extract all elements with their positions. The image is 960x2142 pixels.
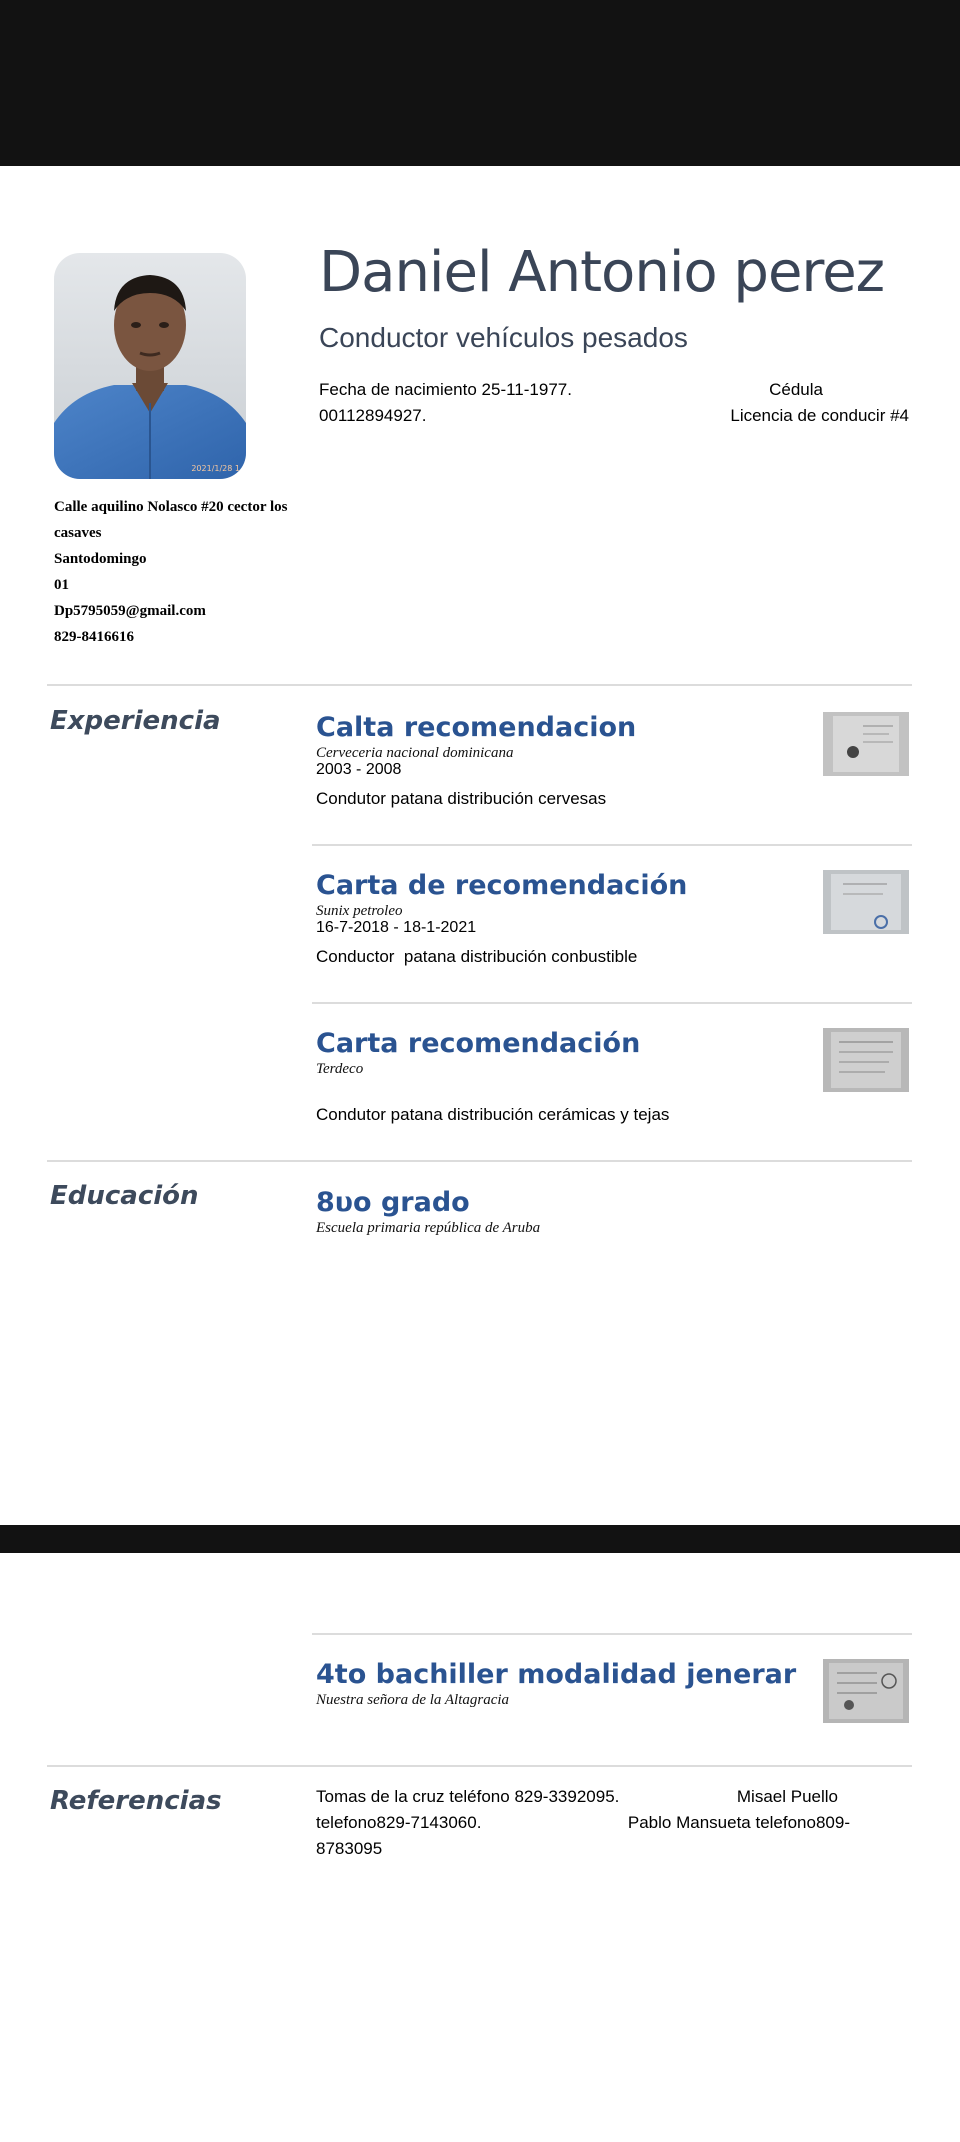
entry-description: Condutor patana distribución cervesas xyxy=(316,789,607,808)
candidate-role: Conductor vehículos pesados xyxy=(319,322,688,353)
top-band xyxy=(0,0,960,166)
id-number: 00112894927. xyxy=(319,406,427,425)
entry-title: 8υo grado xyxy=(316,1187,470,1218)
document-thumbnail[interactable] xyxy=(823,870,909,934)
references-text xyxy=(316,1784,906,1862)
reference-line: 8783095 xyxy=(316,1839,383,1858)
reference-line: Tomas de la cruz teléfono 829-3392095. xyxy=(316,1787,620,1806)
birth-date: Fecha de nacimiento 25-11-1977. xyxy=(319,380,572,399)
divider xyxy=(47,684,912,686)
experience-item xyxy=(316,1027,906,1126)
entry-org: Terdeco xyxy=(316,1061,364,1077)
email[interactable]: Dp5795059@gmail.com xyxy=(54,603,206,619)
entry-dates xyxy=(316,1077,906,1095)
candidate-name: Daniel Antonio perez xyxy=(319,240,885,305)
photo-timestamp: 2021/1/28 1 xyxy=(191,464,240,473)
city: Santodomingo xyxy=(54,551,147,567)
entry-title: Carta recomendación xyxy=(316,1028,641,1059)
section-title-references: Referencias xyxy=(50,1786,222,1816)
reference-line: Pablo Mansueta telefono809- xyxy=(627,1813,850,1832)
divider xyxy=(47,1160,912,1162)
address-line-2: casaves xyxy=(54,525,102,541)
entry-title: 4to bachiller modalidad jenerar xyxy=(316,1659,797,1690)
divider xyxy=(312,1633,912,1635)
entry-title: Calta recomendacion xyxy=(316,712,637,743)
document-thumbnail[interactable] xyxy=(823,712,909,776)
experience-item xyxy=(316,869,906,968)
reference-line: telefono829-7143060. xyxy=(316,1813,482,1832)
section-title-education: Educación xyxy=(50,1181,199,1211)
education-item xyxy=(316,1186,906,1236)
entry-org: Escuela primaria república de Aruba xyxy=(316,1220,541,1236)
postal-code: 01 xyxy=(54,577,69,593)
entry-org: Cerveceria nacional dominicana xyxy=(316,745,514,761)
personal-details xyxy=(319,377,909,429)
section-title-experience: Experiencia xyxy=(50,706,221,736)
page-separator xyxy=(0,1525,960,1553)
entry-description: Conductor patana distribución conbustible xyxy=(316,947,638,966)
reference-line: Misael Puello xyxy=(736,1787,838,1806)
entry-dates: 2003 - 2008 xyxy=(316,761,402,778)
license: Licencia de conducir #4 xyxy=(730,406,909,425)
address-line-1: Calle aquilino Nolasco #20 cector los xyxy=(54,499,288,515)
entry-org: Sunix petroleo xyxy=(316,903,403,919)
divider xyxy=(312,844,912,846)
entry-title: Carta de recomendación xyxy=(316,870,688,901)
phone: 829-8416616 xyxy=(54,629,134,645)
experience-item xyxy=(316,711,906,810)
divider xyxy=(47,1765,912,1767)
id-label: Cédula xyxy=(769,380,823,399)
entry-description: Condutor patana distribución cerámicas y tejas xyxy=(316,1105,670,1124)
contact-info xyxy=(54,494,324,650)
document-thumbnail[interactable] xyxy=(823,1659,909,1723)
divider xyxy=(312,1002,912,1004)
education-item xyxy=(316,1658,906,1708)
document-thumbnail[interactable] xyxy=(823,1028,909,1092)
profile-photo xyxy=(54,253,246,479)
entry-dates: 16-7-2018 - 18-1-2021 xyxy=(316,919,477,936)
entry-org: Nuestra señora de la Altagracia xyxy=(316,1692,510,1708)
